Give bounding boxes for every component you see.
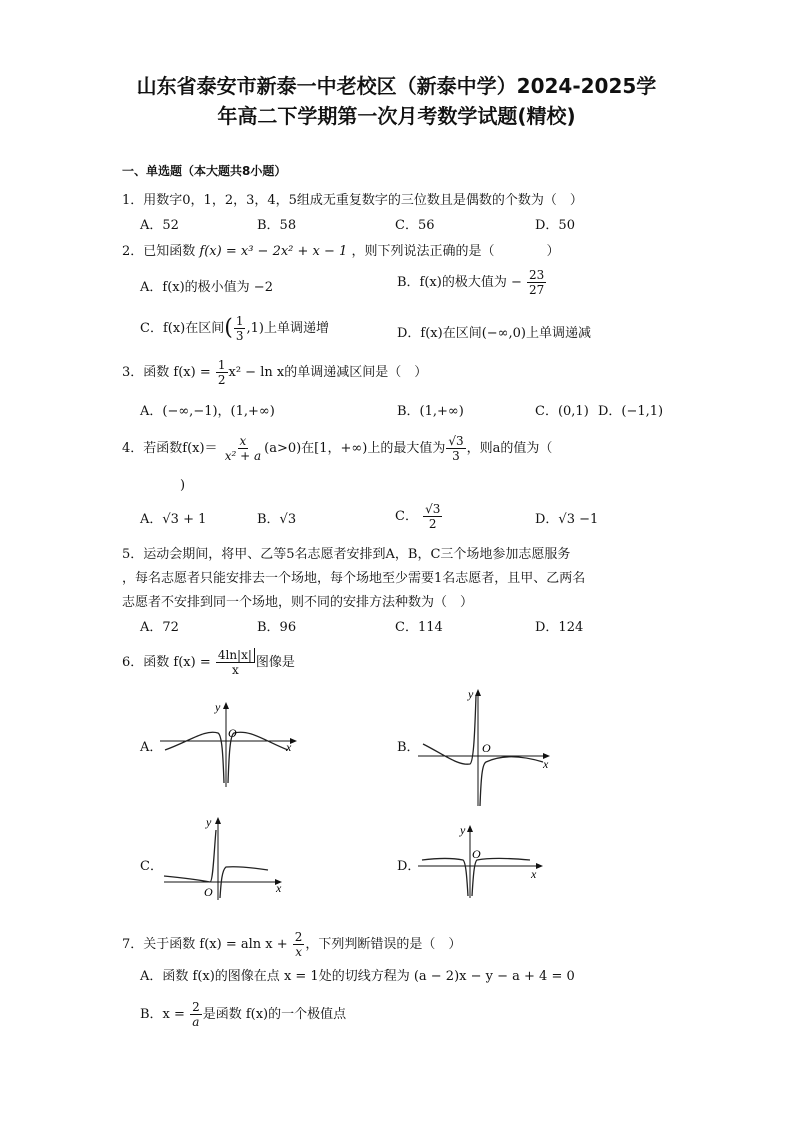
q7-option-a: A．函数 f(x)的图像在点 x = 1处的切线方程为 (a − 2)x − y − a + 4 = 0 [140, 969, 575, 984]
fraction-numerator: 1 [217, 358, 226, 372]
q2-function: f(x) = x³ − 2x² + x − 1 [199, 244, 348, 259]
fraction-denominator: x [295, 945, 302, 959]
q2-option-c-post: ,1)上单调递增 [246, 321, 329, 336]
x-axis-label: x [543, 757, 549, 771]
origin-label: O [472, 847, 481, 861]
q5-stem-line3: 志愿者不安排到同一个场地，则不同的安排方法种数为（ ） [122, 595, 474, 610]
q2-option-c: C．f(x)在区间( $\frac{1}{3}$ ,1)上单调递增 [140, 314, 329, 343]
y-axis-label: y [460, 823, 466, 837]
q1-option-d: D．50 [535, 218, 575, 233]
q2-stem-pre: 2．已知函数 [122, 244, 196, 259]
fraction-denominator: 3 [235, 329, 244, 343]
x-axis-label: x [276, 881, 282, 895]
fraction-numerator: 1 [235, 314, 244, 328]
q4-option-a: A．√3 + 1 [140, 512, 207, 527]
q4-option-d: D．√3 −1 [535, 512, 599, 527]
q2-option-d: D．f(x)在区间(−∞,0)上单调递减 [397, 326, 591, 341]
q2-option-b [397, 268, 547, 297]
q4-option-c-fraction [423, 502, 442, 531]
exam-title-line2: 年高二下学期第一次月考数学试题(精校) [217, 104, 576, 128]
fraction-denominator: 3 [452, 449, 460, 463]
q5-option-d: D．124 [535, 620, 584, 635]
graph-d-label: D． [397, 859, 421, 874]
y-axis-arrow [467, 825, 473, 832]
fraction-denominator: 2 [428, 517, 437, 531]
q5-option-b: B．96 [257, 620, 297, 635]
q1-option-b: B．58 [257, 218, 297, 233]
q5-option-a: A．72 [140, 620, 179, 635]
y-axis-arrow [475, 689, 481, 696]
q3-stem-pre: 3．函数 f(x) = [122, 365, 211, 380]
q1-option-a: A．52 [140, 218, 179, 233]
origin-label: O [204, 885, 213, 899]
curve [422, 859, 530, 897]
fraction-denominator: x [232, 663, 239, 677]
graph-a [160, 695, 310, 790]
y-axis-label: y [468, 687, 474, 701]
q7-stem-post: ，下列判断错误的是（ ） [305, 937, 462, 952]
x-axis-label: x [286, 740, 292, 754]
q3-stem [122, 358, 427, 387]
graph-c [160, 812, 300, 902]
x-axis-label: x [531, 867, 537, 881]
fraction-numerator: x [239, 434, 247, 448]
y-axis-arrow [215, 817, 221, 824]
origin-label: O [482, 741, 491, 755]
curve [164, 830, 268, 898]
origin-label: O [228, 726, 237, 740]
q3-option-b: B．(1,+∞) [397, 404, 464, 419]
q7-stem [122, 930, 461, 959]
q4-stem-line2: ) [180, 478, 186, 493]
q7-stem-pre: 7．关于函数 f(x) = aln x + [122, 937, 288, 952]
graph-c-label: C． [140, 859, 163, 874]
q3-option-a: A．(−∞,−1)，(1,+∞) [140, 404, 275, 419]
q7-option-b-pre: B．x = [140, 1007, 185, 1022]
q6-stem-post: 图像是 [255, 655, 295, 670]
section-heading: 一、单选题（本大题共8小题） [122, 164, 287, 178]
q7-option-b-post: 是函数 f(x)的一个极值点 [202, 1007, 347, 1022]
fraction-numerator: 23 [529, 268, 545, 282]
exam-title-line1: 山东省泰安市新泰一中老校区（新泰中学）2024-2025学 [136, 74, 657, 98]
q7-option-b [140, 1000, 346, 1029]
y-axis-label: y [215, 700, 221, 714]
q2-option-a: A．f(x)的极小值为 −2 [140, 280, 273, 295]
q4-stem-mid: (a>0)在[1，+∞)上的最大值为 [264, 441, 446, 456]
q3-stem-post: x² − ln x的单调递减区间是（ ） [228, 365, 428, 380]
x-axis-arrow [536, 863, 543, 869]
q3-fraction [216, 358, 228, 387]
q2-stem-post: ，则下列说法正确的是（ ） [351, 244, 560, 259]
q3-option-d: D．(−1,1) [598, 404, 664, 419]
fraction-numerator: √3 [448, 434, 464, 448]
fraction-denominator: a [192, 1015, 200, 1029]
fraction-denominator: 2 [217, 373, 226, 387]
graph-a-label: A． [140, 740, 163, 755]
q5-option-c: C．114 [395, 620, 443, 635]
q2-option-b-pre: B．f(x)的极大值为 − [397, 275, 522, 290]
graph-b [418, 684, 558, 809]
q4-option-b: B．√3 [257, 512, 297, 527]
fraction-numerator: 2 [294, 930, 303, 944]
q6-stem-pre: 6．函数 f(x) = [122, 655, 211, 670]
q2-option-b-fraction [527, 268, 546, 297]
q2-stem [122, 243, 559, 261]
q4-option-c [395, 502, 443, 531]
q1-option-c: C．56 [395, 218, 435, 233]
q4-option-c-pre: C． [395, 509, 418, 524]
q7-fraction [293, 930, 305, 959]
q6-fraction [216, 648, 255, 677]
fraction-numerator: 4ln|x| [216, 648, 255, 663]
fraction-numerator: √3 [425, 502, 441, 516]
q1-stem: 1．用数字0，1，2，3，4，5组成无重复数字的三位数且是偶数的个数为（ ） [122, 193, 583, 208]
q4-max-value-fraction [446, 434, 465, 463]
q7-option-b-fraction [190, 1000, 202, 1029]
q6-stem [122, 648, 295, 677]
q5-stem-line1: 5．运动会期间，将甲、乙等5名志愿者安排到A，B，C三个场地参加志愿服务 [122, 547, 571, 562]
y-axis-label: y [206, 815, 212, 829]
fraction-denominator: x² + a [224, 449, 262, 463]
q2-option-c-fraction [234, 314, 246, 343]
y-axis-arrow [223, 702, 229, 709]
fraction-denominator: 27 [529, 283, 545, 297]
q5-stem-line2: ，每名志愿者只能安排去一个场地，每个场地至少需要1名志愿者，且甲、乙两名 [122, 571, 586, 586]
q4-stem-pre: 4．若函数f(x)＝ [122, 441, 218, 456]
graph-d [418, 820, 558, 900]
q2-option-c-pre: C．f(x)在区间 [140, 321, 225, 336]
fraction-numerator: 2 [192, 1000, 200, 1014]
graph-b-label: B． [397, 740, 420, 755]
q4-stem [122, 434, 552, 463]
q3-option-c: C．(0,1) [535, 404, 589, 419]
q4-function-fraction [223, 434, 263, 463]
q4-stem-post: ，则a的值为（ [466, 441, 553, 456]
